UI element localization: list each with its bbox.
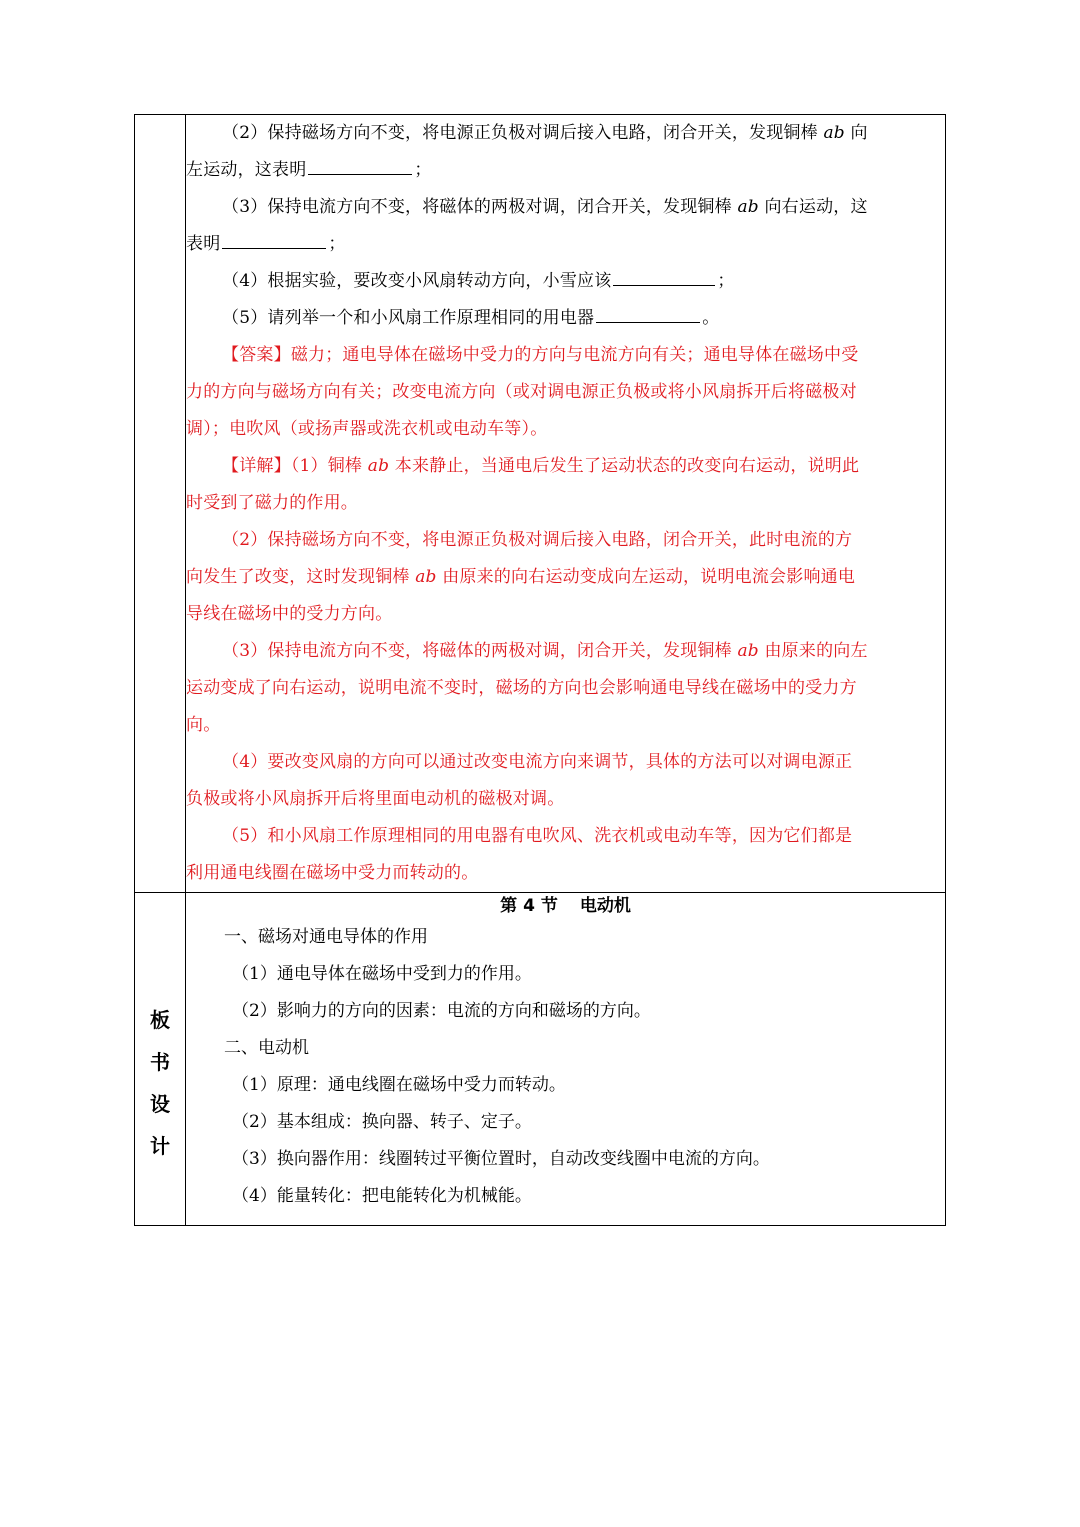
answer-blank[interactable] — [222, 234, 326, 249]
board-item: （3）换向器作用：线圈转过平衡位置时，自动改变线圈中电流的方向。 — [232, 1149, 770, 1169]
question-2-line-2: 左运动，这表明 ； — [186, 160, 432, 180]
board-item: （2）基本组成：换向器、转子、定子。 — [232, 1112, 532, 1132]
detail-5-line-1: （5）和小风扇工作原理相同的用电器有电吹风、洗衣机或电动车等，因为它们都是 — [222, 826, 853, 846]
detail-2-line-1: （2）保持磁场方向不变，将电源正负极对调后接入电路，闭合开关，此时电流的方 — [222, 530, 853, 550]
question-3-line-1: （3）保持电流方向不变，将磁体的两极对调，闭合开关，发现铜棒 ab 向右运动，这 — [222, 197, 868, 217]
board-item: （4）能量转化：把电能转化为机械能。 — [232, 1186, 532, 1206]
empty-label-cell — [135, 115, 186, 893]
detail-1-line-1: 【详解】（1）铜棒 ab 本来静止，当通电后发生了运动状态的改变向右运动，说明此 — [222, 456, 860, 476]
answer-line-3: 调）；电吹风（或扬声器或洗衣机或电动车等）。 — [186, 419, 548, 439]
detail-4-line-1: （4）要改变风扇的方向可以通过改变电流方向来调节，具体的方法可以对调电源正 — [222, 752, 853, 772]
question-5: （5）请列举一个和小风扇工作原理相同的用电器 。 — [222, 308, 720, 328]
answer-blank[interactable] — [613, 271, 715, 286]
board-heading-1: 一、磁场对通电导体的作用 — [224, 927, 428, 947]
question-4: （4）根据实验，要改变小风扇转动方向，小雪应该 ； — [222, 271, 735, 291]
lesson-table — [134, 114, 946, 1226]
board-item: （1）原理：通电线圈在磁场中受力而转动。 — [232, 1075, 566, 1095]
question-3-line-2: 表明 ； — [186, 234, 346, 254]
detail-3-line-3: 向。 — [186, 715, 221, 735]
answer-tag: 【答案】 — [222, 345, 291, 365]
detail-1-line-2: 时受到了磁力的作用。 — [186, 493, 358, 513]
detail-5-line-2: 利用通电线圈在磁场中受力而转动的。 — [186, 863, 479, 883]
section-title: 第 4 节 电动机 — [500, 896, 631, 916]
board-design-content-cell — [186, 893, 946, 1226]
board-item: （2）影响力的方向的因素：电流的方向和磁场的方向。 — [232, 1001, 651, 1021]
board-item: （1）通电导体在磁场中受到力的作用。 — [232, 964, 532, 984]
answer-line-2: 力的方向与磁场方向有关；改变电流方向（或对调电源正负极或将小风扇拆开后将磁极对 — [186, 382, 857, 402]
detail-tag: 【详解】 — [222, 456, 291, 476]
question-content-cell — [186, 115, 946, 893]
board-heading-2: 二、电动机 — [224, 1038, 309, 1058]
question-2-line-1: （2）保持磁场方向不变，将电源正负极对调后接入电路，闭合开关，发现铜棒 ab 向 — [222, 123, 868, 143]
detail-4-line-2: 负极或将小风扇拆开后将里面电动机的磁极对调。 — [186, 789, 565, 809]
detail-3-line-1: （3）保持电流方向不变，将磁体的两极对调，闭合开关，发现铜棒 ab 由原来的向左 — [222, 641, 868, 661]
question-row — [135, 115, 946, 893]
answer-blank[interactable] — [308, 160, 412, 175]
detail-2-line-3: 导线在磁场中的受力方向。 — [186, 604, 393, 624]
detail-3-line-2: 运动变成了向右运动，说明电流不变时，磁场的方向也会影响通电导线在磁场中的受力方 — [186, 678, 857, 698]
answer-blank[interactable] — [596, 308, 700, 323]
board-design-row — [135, 893, 946, 1226]
answer-line-1: 【答案】磁力；通电导体在磁场中受力的方向与电流方向有关；通电导体在磁场中受 — [222, 345, 859, 365]
board-design-label-cell — [135, 893, 186, 1226]
detail-2-line-2: 向发生了改变，这时发现铜棒 ab 由原来的向右运动变成向左运动，说明电流会影响通电 — [186, 567, 856, 587]
board-design-label: 板 书 设 计 — [150, 1008, 170, 1158]
